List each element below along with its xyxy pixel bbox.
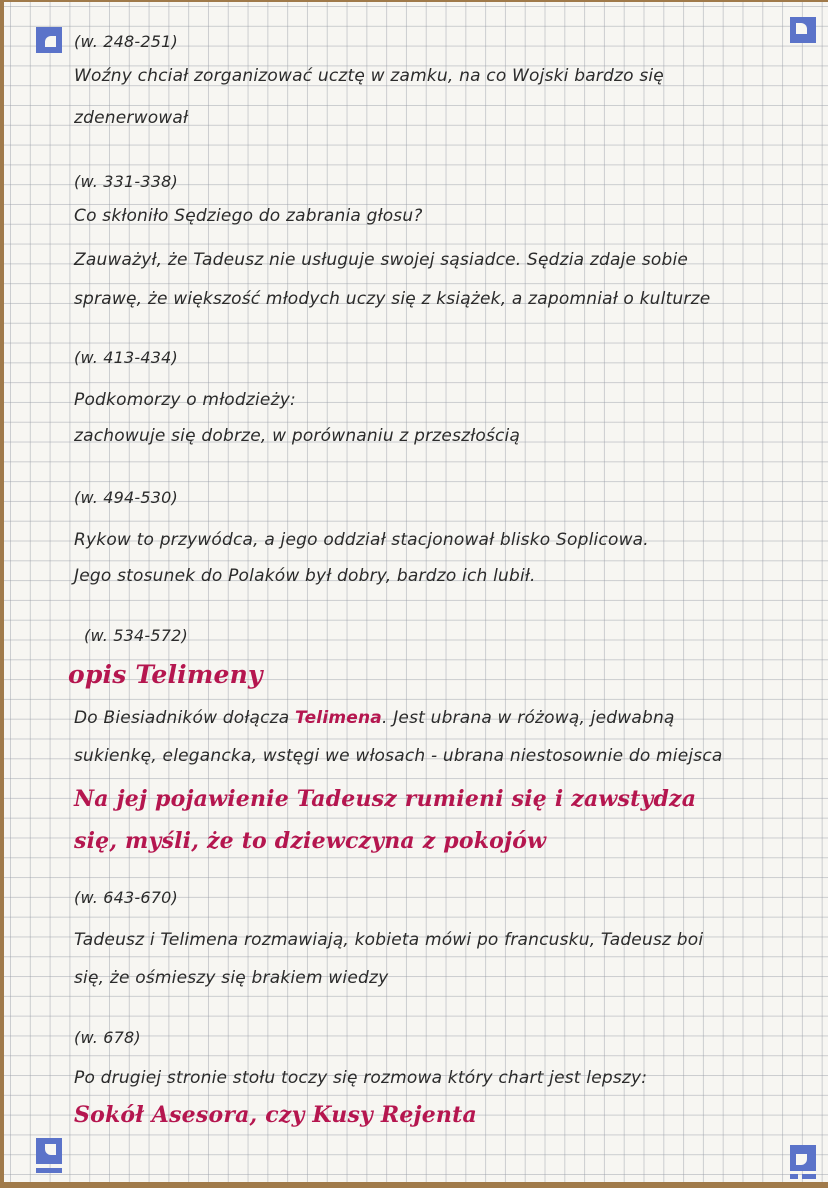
verse-ref: (w. 331-338) [74,172,178,191]
verse-ref: (w. 248-251) [74,32,178,51]
highlight-line: Na jej pojawienie Tadeusz rumieni się i zawstydza [74,786,697,812]
note-line: sprawę, że większość młodych uczy się z książek, a zapomniał o kulturze [74,289,711,309]
note-line: zdenerwował [74,108,189,128]
note-line: się, że ośmieszy się brakiem wiedzy [74,968,389,988]
marker-bar [790,1174,798,1179]
verse-ref: (w. 494-530) [74,488,178,507]
note-text: Do Biesiadników dołącza [74,708,295,728]
note-text: . Jest ubrana w różową, jedwabną [381,708,675,728]
notebook-page [4,2,828,1182]
corner-marker-icon [790,1145,816,1171]
highlight-line: Sokół Asesora, czy Kusy Rejenta [74,1102,477,1128]
note-line: Jego stosunek do Polaków był dobry, bardzo ich lubił. [74,566,536,586]
note-line: Podkomorzy o młodzieży: [74,390,296,410]
note-line: zachowuje się dobrze, w porównaniu z przeszłością [74,426,521,446]
marker-bar [36,1168,62,1173]
note-line: Co skłoniło Sędziego do zabrania głosu? [74,206,423,226]
note-line: Rykow to przywódca, a jego oddział stacjonował blisko Soplicowa. [74,530,649,550]
verse-ref: (w. 678) [74,1028,141,1047]
highlight-line: się, myśli, że to dziewczyna z pokojów [74,828,547,854]
note-line: Zauważył, że Tadeusz nie usługuje swojej sąsiadce. Sędzia zdaje sobie [74,250,689,270]
corner-marker-icon [36,1138,62,1164]
note-line: Tadeusz i Telimena rozmawiają, kobieta mówi po francusku, Tadeusz boi [74,930,704,950]
corner-marker-icon [36,27,62,53]
highlight-name: Telimena [294,708,382,728]
marker-bar [802,1174,816,1179]
note-line: sukienkę, elegancka, wstęgi we włosach - ubrana niestosownie do miejsca [74,746,723,766]
verse-ref: (w. 534-572) [84,626,188,645]
verse-ref: (w. 643-670) [74,888,178,907]
verse-ref: (w. 413-434) [74,348,178,367]
note-line: Woźny chciał zorganizować ucztę w zamku, na co Wojski bardzo się [74,66,664,86]
section-heading: opis Telimeny [68,660,263,689]
note-line: Po drugiej stronie stołu toczy się rozmowa który chart jest lepszy: [74,1068,648,1088]
corner-marker-icon [790,17,816,43]
